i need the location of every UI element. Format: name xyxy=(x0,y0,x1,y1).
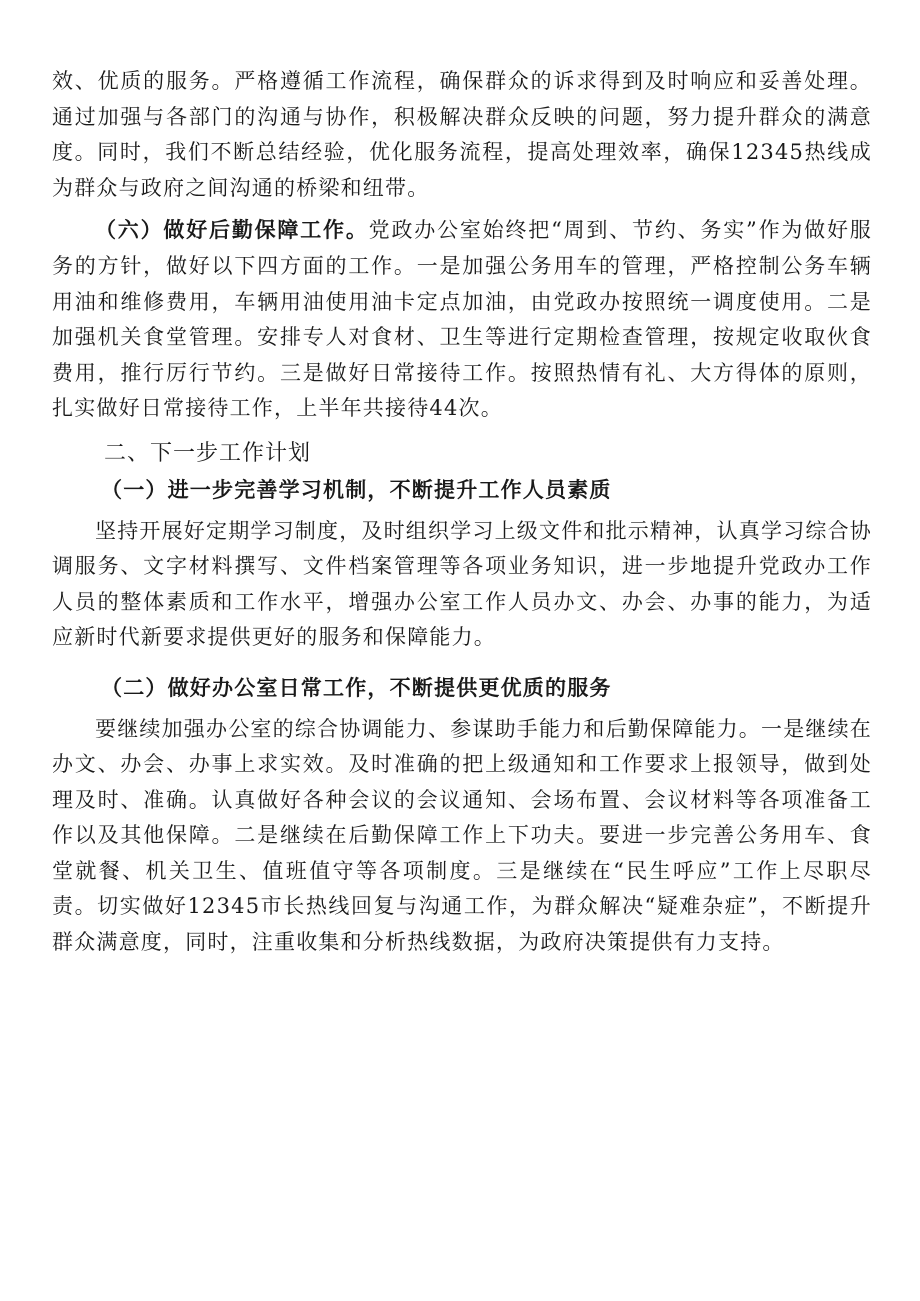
plan-one-body: 坚持开展好定期学习制度，及时组织学习上级文件和批示精神，认真学习综合协调服务、文字材料撰写、文件档案管理等各项业务知识，进一步地提升党政办工作人员的整体素质和工作水平，增强办公室工作人员办文、办会、办事的能力，为适应新时代新要求提供更好的服务和保障能力。 xyxy=(52,518,872,650)
continued-paragraph: 效、优质的服务。严格遵循工作流程，确保群众的诉求得到及时响应和妥善处理。通过加强与各部门的沟通与协作，积极解决群众反映的问题，努力提升群众的满意度。同时，我们不断总结经验，优化服务流程，提高处理效率，确保12345热线成为群众与政府之间沟通的桥梁和纽带。 xyxy=(52,69,872,200)
plan-two-heading: （二）做好办公室日常工作，不断提供更优质的服务 xyxy=(101,674,612,700)
plan-two-body: 要继续加强办公室的综合协调能力、参谋助手能力和后勤保障能力。一是继续在办文、办会、办事上求实效。及时准确的把上级通知和工作要求上报领导，做到处理及时、准确。认真做好各种会议的会议通知、会场布置、会议材料等各项准备工作以及其他保障。二是继续在后勤保障工作上下功夫。要进一步完善公务用车、食堂就餐、机关卫生、值班值守等各项制度。三是继续在“民生呼应”工作上尽职尽责。切实做好12345市长热线回复与沟通工作，为群众解决“疑难杂症”，不断提升群众满意度，同时，注重收集和分析热线数据，为政府决策提供有力支持。 xyxy=(52,716,872,955)
logistics-paragraph xyxy=(52,212,872,427)
plan-one-heading: （一）进一步完善学习机制，不断提升工作人员素质 xyxy=(101,476,612,502)
logistics-heading: （六）做好后勤保障工作。 xyxy=(95,217,369,243)
logistics-body: 党政办公室始终把“周到、节约、务实”作为做好服务的方针，做好以下四方面的工作。一是加强公务用车的管理，严格控制公务车辆用油和维修费用，车辆用油使用油卡定点加油，由党政办按照统一调度使用。二是加强机关食堂管理。安排专人对食材、卫生等进行定期检查管理，按规定收取伙食费用，推行厉行节约。三是做好日常接待工作。按照热情有礼、大方得体的原则，扎实做好日常接待工作，上半年共接待44次。 xyxy=(52,218,872,421)
document-page xyxy=(52,64,872,961)
section-two-title: 二、下一步工作计划 xyxy=(104,440,312,466)
